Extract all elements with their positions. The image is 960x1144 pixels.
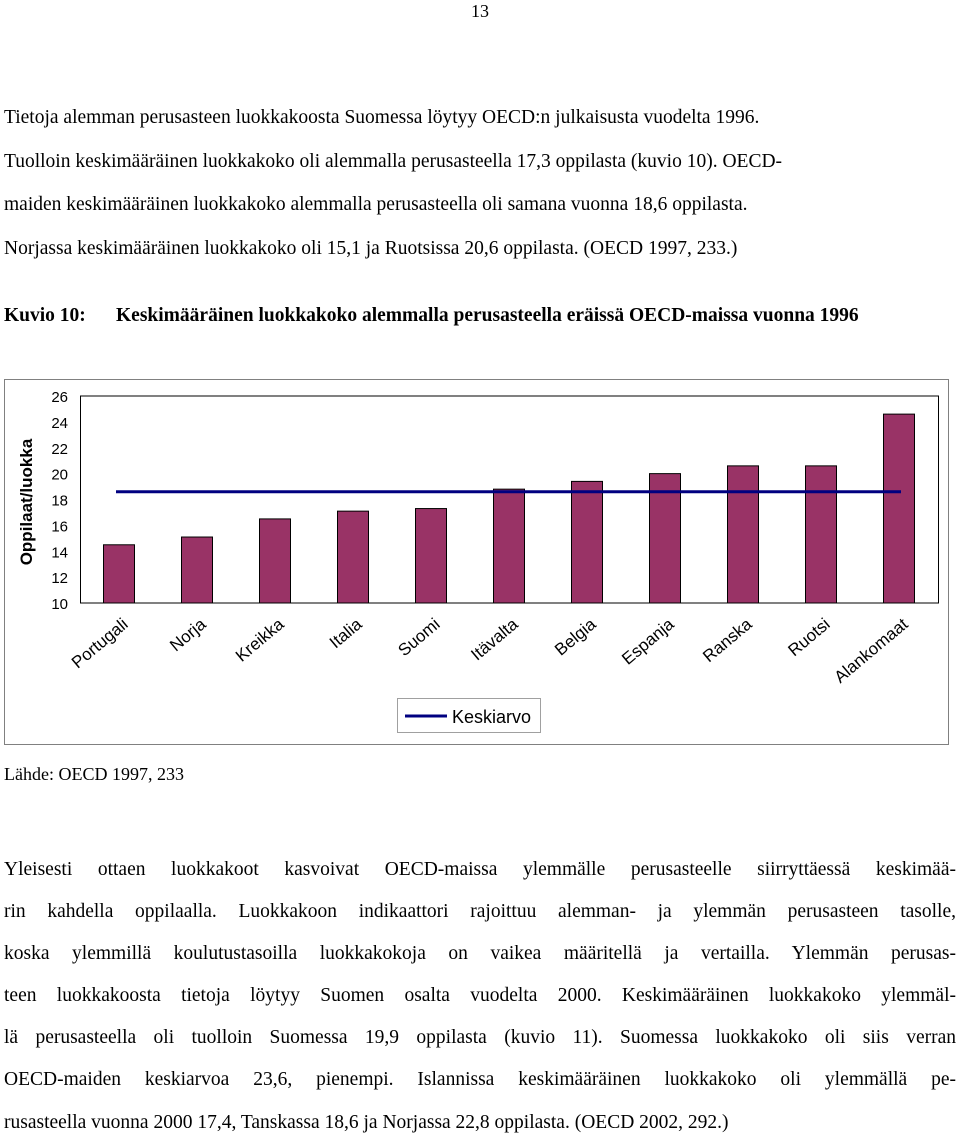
bar: [884, 414, 915, 603]
x-category-label: Alankomaat: [830, 614, 912, 687]
x-category-label: Belgia: [551, 614, 600, 660]
figure-source: Lähde: OECD 1997, 233: [4, 764, 184, 784]
y-tick-label: 16: [51, 518, 68, 536]
x-category-label: Ruotsi: [784, 614, 834, 661]
bar: [416, 509, 447, 603]
body-line: teen luokkakoosta tietoja löytyy Suomen osalta vuodelta 2000. Keskimääräinen luokkakoko ylemmäl-: [4, 985, 956, 1007]
bar: [806, 466, 837, 603]
bar: [338, 511, 369, 603]
page-number: 13: [471, 1, 489, 21]
legend: [398, 699, 541, 733]
body-line: rusasteella vuonna 2000 17,4, Tanskassa 18,6 ja Norjassa 22,8 oppilasta. (OECD 2002, 292.): [4, 1111, 729, 1133]
y-tick-label: 12: [51, 570, 68, 588]
x-category-label: Norja: [166, 614, 210, 656]
y-tick-label: 14: [51, 544, 68, 562]
y-axis-label: Oppilaat/luokka: [17, 438, 36, 566]
intro-line: Tietoja alemman perusasteen luokkakoosta Suomessa löytyy OECD:n julkaisusta vuodelta 1996.: [4, 107, 760, 128]
y-tick-label: 26: [51, 389, 68, 406]
y-tick-label: 24: [51, 414, 68, 432]
body-line: OECD-maiden keskiarvoa 23,6, pienempi. Islannissa keskimääräinen luokkakoko oli ylemmällä pe-: [4, 1069, 956, 1091]
x-category-label: Ranska: [699, 614, 756, 667]
x-category-label: Itävalta: [467, 614, 522, 665]
y-tick-label: 18: [51, 492, 68, 510]
y-tick-label: 20: [51, 466, 68, 484]
x-category-label: Suomi: [394, 614, 444, 661]
intro-line: Norjassa keskimääräinen luokkakoko oli 15,1 ja Ruotsissa 20,6 oppilasta. (OECD 1997, 233.): [4, 237, 738, 259]
bar: [104, 545, 135, 603]
bar: [728, 466, 759, 603]
y-tick-label: 10: [51, 596, 68, 613]
bar: [182, 537, 213, 603]
figure-label: Kuvio 10:: [4, 305, 86, 326]
x-category-label: Portugali: [67, 614, 132, 673]
y-tick-label: 22: [51, 440, 68, 458]
legend-label: Keskiarvo: [452, 707, 532, 727]
bar: [260, 519, 291, 603]
body-line: Yleisesti ottaen luokkakoot kasvoivat OECD-maissa ylemmälle perusasteelle siirryttäessä keskimää-: [4, 859, 956, 880]
bar: [572, 481, 603, 603]
bar: [494, 489, 525, 603]
x-category-label: Espanja: [618, 614, 678, 669]
body-line: lä perusasteella oli tuolloin Suomessa 19,9 oppilasta (kuvio 11). Suomessa luokkakoko oli siis verran: [4, 1027, 956, 1049]
body-line: rin kahdella oppilaalla. Luokkakoon indikaattori rajoittuu alemman- ja ylemmän perusasteen tasolle,: [4, 901, 956, 923]
y-tick-labels: [51, 389, 68, 613]
body-line: koska ylemmillä koulutustasoilla luokkakokoja on vaikea määritellä ja vertailla. Ylemmän perusas-: [4, 943, 956, 965]
intro-line: Tuolloin keskimääräinen luokkakoko oli alemmalla perusasteella 17,3 oppilasta (kuvio 10). OECD-: [4, 150, 783, 172]
intro-line: maiden keskimääräinen luokkakoko alemmalla perusasteella oli samana vuonna 18,6 oppilasta.: [4, 194, 748, 215]
bar-chart: [0, 370, 960, 760]
figure-title: Keskimääräinen luokkakoko alemmalla perusasteella eräissä OECD-maissa vuonna 1996: [116, 305, 859, 326]
intro-paragraph: [4, 96, 956, 270]
x-category-label: Italia: [325, 614, 366, 653]
body-paragraph: [4, 849, 956, 1144]
x-category-label: Kreikka: [231, 614, 288, 666]
